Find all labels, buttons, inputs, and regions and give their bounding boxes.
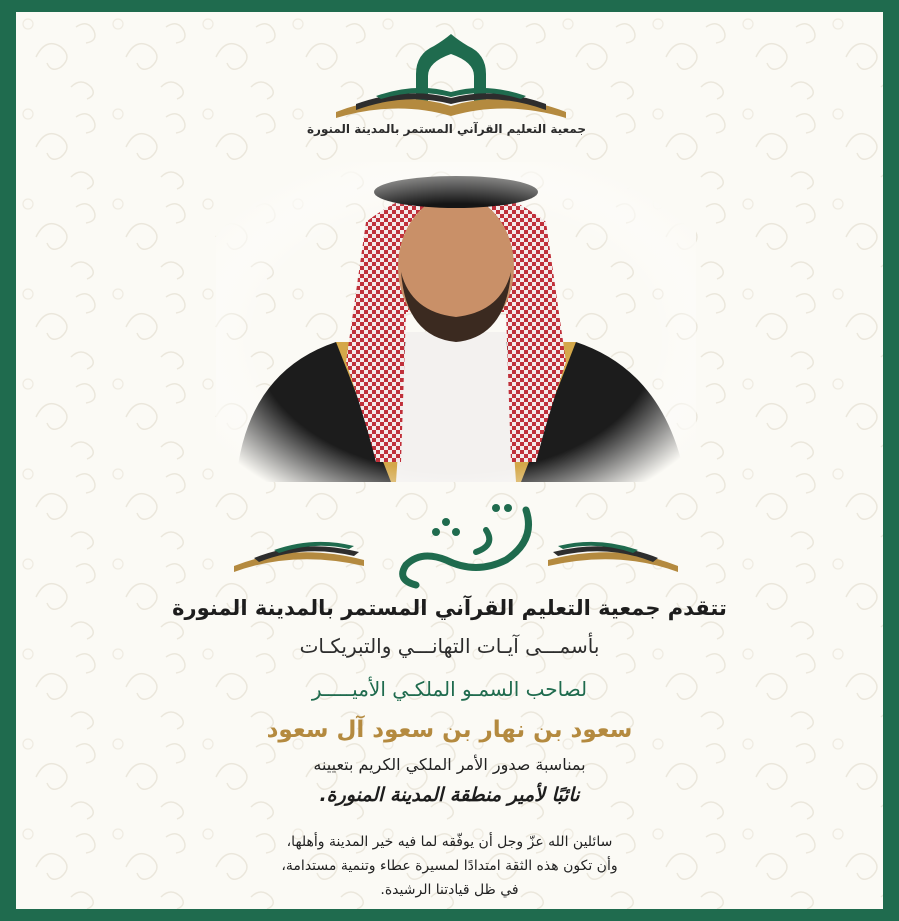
prayer-line-1: سائلين الله عزّ وجل أن يوفّقه لما فيه خير المدينة وأهلها، [286,834,613,850]
association-logo [306,34,586,154]
prayer-line-3: في ظل قيادتنا الرشيدة. [380,882,519,898]
book-ornament-left [234,532,364,572]
wishes-line: بأسمـــى آيـات التهانـــي والتبريكـات [299,634,600,658]
portrait-image [216,162,696,482]
book-ornament-right [548,532,678,572]
greeting-card [16,12,883,909]
greeting-calligraphy [376,490,546,600]
prayer-line-2: وأن تكون هذه الثقة امتدادًا لمسيرة عطاء وتنمية مستدامة، [281,858,618,874]
prince-name: سعود بن نهار بن سعود آل سعود [266,717,633,743]
logo-text: جمعية التعليم القرآني المستمر بالمدينة المنورة [306,122,586,136]
occasion-line: بمناسبة صدور الأمر الملكي الكريم بتعيينه [313,755,586,774]
position-line: نائبًا لأمير منطقة المدينة المنورة. [319,784,580,806]
title-line: لصاحب السمـو الملكـي الأميـــــر [311,677,588,701]
mosque-book-emblem [316,34,586,124]
intro-line: تتقدم جمعية التعليم القرآني المستمر بالمدينة المنورة [172,596,727,620]
